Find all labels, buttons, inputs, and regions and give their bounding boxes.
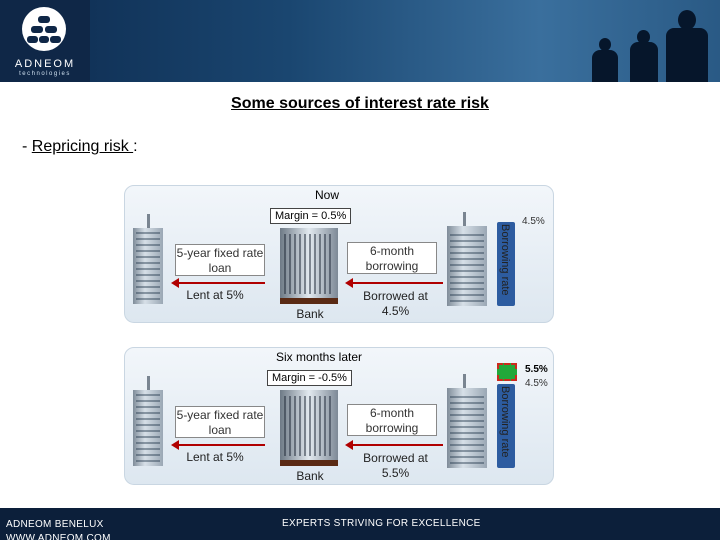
header-banner: [0, 0, 720, 82]
slide-title: Some sources of interest rate risk: [231, 95, 489, 112]
heading-suffix: :: [133, 138, 138, 155]
margin-label: Margin = -0.5%: [267, 370, 352, 386]
logo-text: ADNEOM: [14, 58, 76, 70]
lent-label: Lent at 5%: [186, 288, 244, 302]
footer: [0, 508, 720, 540]
lending-arrow: [177, 282, 265, 284]
heading-prefix: -: [22, 138, 32, 155]
footer-slogan: EXPERTS STRIVING FOR EXCELLENCE: [282, 518, 481, 529]
logo-icon: [22, 7, 66, 51]
rate-increase-marker: [497, 363, 517, 381]
panel-title: Now: [314, 188, 339, 202]
rate-current-label: 4.5%: [525, 378, 548, 389]
bank-label: Bank: [296, 469, 324, 483]
loan-box: 5-year fixed rate loan: [176, 246, 264, 275]
borrowed-label: Borrowed at 5.5%: [363, 451, 428, 480]
borrowed-label: Borrowed at 4.5%: [363, 289, 428, 318]
heading-label: Repricing risk: [31, 138, 134, 155]
logo[interactable]: [0, 0, 90, 82]
bank-building-icon: [280, 228, 338, 304]
borrowing-arrow: [351, 282, 443, 284]
bank-label: Bank: [296, 307, 324, 321]
lent-label: Lent at 5%: [186, 450, 244, 464]
rate-new-label: 5.5%: [525, 364, 548, 375]
panel-title: Six months later: [275, 350, 363, 364]
rate-current-label: 4.5%: [522, 216, 545, 227]
footer-company: [6, 518, 111, 540]
borrowing-arrow: [351, 444, 443, 446]
loan-box: 5-year fixed rate loan: [176, 408, 264, 437]
borrowing-rate-axis-label: Borrowing rate: [499, 224, 511, 296]
logo-subtext: technologies: [19, 71, 71, 77]
section-heading: [22, 138, 138, 156]
panel-now: [124, 185, 554, 323]
lending-arrow: [177, 444, 265, 446]
margin-label: Margin = 0.5%: [270, 208, 351, 224]
panel-six-months-later: [124, 347, 554, 485]
footer-company-name: ADNEOM BENELUX: [6, 519, 104, 530]
borrowing-box: 6-month borrowing: [347, 404, 437, 436]
footer-website-link[interactable]: WWW.ADNEOM.COM: [6, 533, 111, 540]
borrowing-rate-axis-label: Borrowing rate: [499, 386, 511, 458]
bank-building-icon: [280, 390, 338, 466]
borrowing-box: 6-month borrowing: [347, 242, 437, 274]
